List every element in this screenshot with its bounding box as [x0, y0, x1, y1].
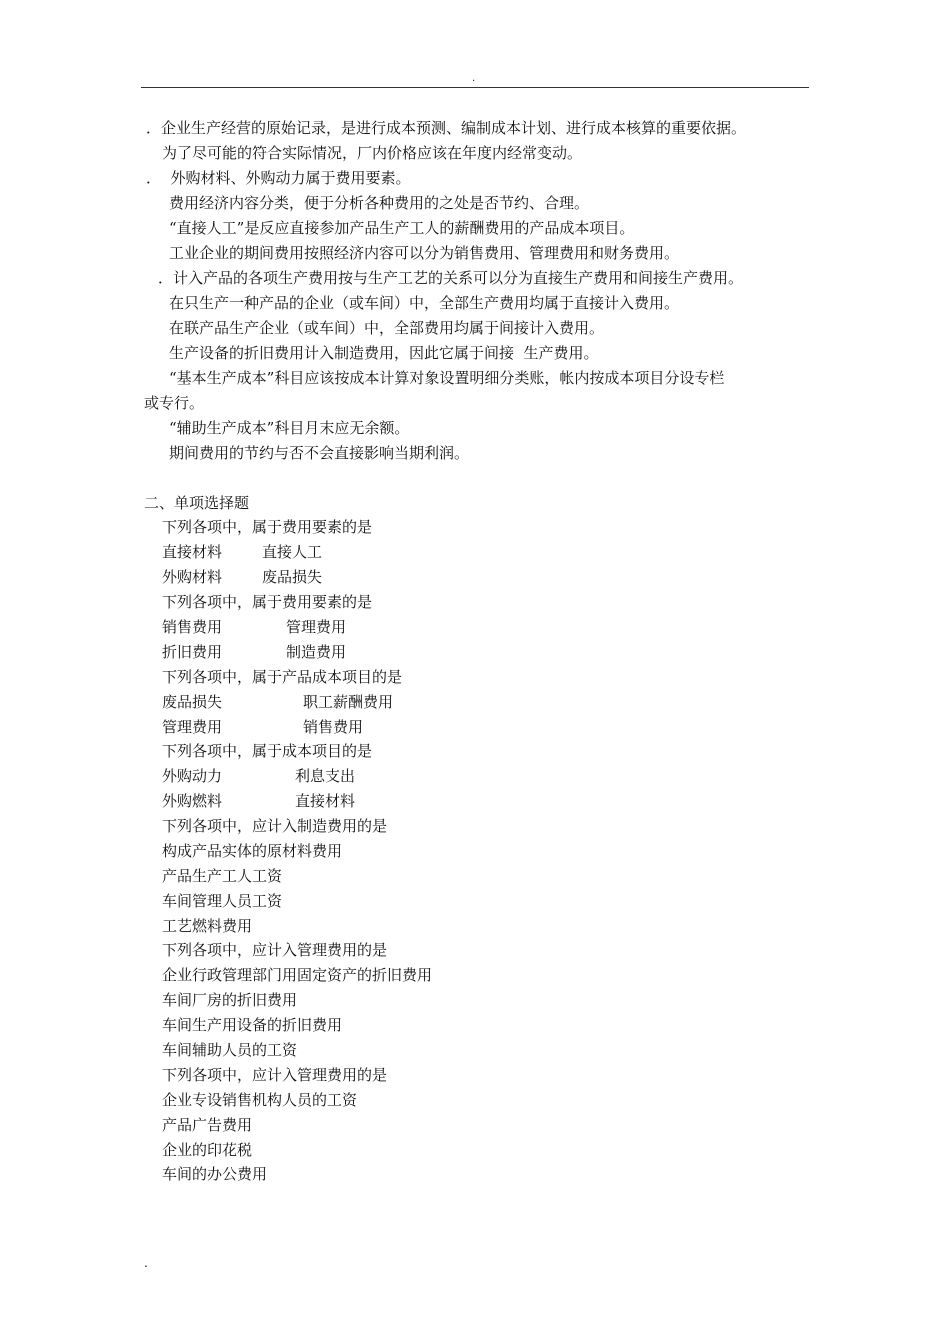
- question-option: 车间厂房的折旧费用: [162, 991, 298, 1009]
- question-stem: 下列各项中，属于费用要素的是: [162, 593, 373, 611]
- question-option: 车间辅助人员的工资: [162, 1041, 298, 1059]
- question-option: 企业专设销售机构人员的工资: [162, 1091, 358, 1109]
- judgment-line: ． 外购材料、外购动力属于费用要素。: [146, 169, 411, 187]
- judgment-line: 生产设备的折旧费用计入制造费用，因此它属于间接 生产费用。: [169, 344, 599, 362]
- judgment-line: ．企业生产经营的原始记录，是进行成本预测、编制成本计划、进行成本核算的重要依据。: [146, 119, 747, 137]
- question-option: 销售费用: [162, 618, 223, 636]
- judgment-line: ．计入产品的各项生产费用按与生产工艺的关系可以分为直接生产费用和间接生产费用。: [158, 269, 744, 287]
- question-option: 构成产品实体的原材料费用: [162, 842, 343, 860]
- judgment-line: “辅助生产成本”科目月末应无余额。: [169, 419, 410, 437]
- question-option: 企业的印花税: [162, 1141, 253, 1159]
- question-option: 产品广告费用: [162, 1116, 253, 1134]
- section-title: 二、单项选择题: [144, 494, 250, 512]
- question-stem: 下列各项中，应计入制造费用的是: [162, 817, 388, 835]
- footer-mark: .: [144, 1256, 148, 1270]
- question-option: 外购燃料: [162, 792, 223, 810]
- question-stem: 下列各项中，属于成本项目的是: [162, 742, 373, 760]
- question-option: 销售费用: [303, 718, 364, 736]
- question-option: 直接人工: [262, 543, 323, 561]
- judgment-line: 工业企业的期间费用按照经济内容可以分为销售费用、管理费用和财务费用。: [169, 244, 680, 262]
- header-rule: [141, 87, 809, 88]
- question-option: 管理费用: [162, 718, 223, 736]
- judgment-line: 在只生产一种产品的企业（或车间）中，全部生产费用均属于直接计入费用。: [169, 294, 680, 312]
- question-option: 管理费用: [286, 618, 347, 636]
- judgment-line: 为了尽可能的符合实际情况，厂内价格应该在年度内经常变动。: [162, 144, 583, 162]
- judgment-line: 或专行。: [144, 394, 205, 412]
- question-option: 工艺燃料费用: [162, 917, 253, 935]
- question-option: 车间的办公费用: [162, 1165, 268, 1183]
- question-option: 车间生产用设备的折旧费用: [162, 1016, 343, 1034]
- judgment-line: 费用经济内容分类，便于分析各种费用的之处是否节约、合理。: [169, 194, 590, 212]
- question-option: 外购动力: [162, 767, 223, 785]
- question-stem: 下列各项中，应计入管理费用的是: [162, 1066, 388, 1084]
- question-stem: 下列各项中，属于产品成本项目的是: [162, 668, 403, 686]
- judgment-line: 期间费用的节约与否不会直接影响当期利润。: [169, 444, 470, 462]
- question-option: 直接材料: [295, 792, 356, 810]
- question-option: 利息支出: [295, 767, 356, 785]
- question-option: 折旧费用: [162, 643, 223, 661]
- question-stem: 下列各项中，应计入管理费用的是: [162, 941, 388, 959]
- question-stem: 下列各项中，属于费用要素的是: [162, 518, 373, 536]
- judgment-line: “直接人工”是反应直接参加产品生产工人的薪酬费用的产品成本项目。: [169, 219, 635, 237]
- question-option: 车间管理人员工资: [162, 892, 283, 910]
- question-option: 产品生产工人工资: [162, 867, 283, 885]
- question-option: 直接材料: [162, 543, 223, 561]
- question-option: 职工薪酬费用: [303, 693, 394, 711]
- header-mark: .: [472, 73, 476, 84]
- judgment-line: 在联产品生产企业（或车间）中，全部费用均属于间接计入费用。: [169, 319, 605, 337]
- question-option: 企业行政管理部门用固定资产的折旧费用: [162, 966, 433, 984]
- question-option: 外购材料: [162, 568, 223, 586]
- question-option: 制造费用: [286, 643, 347, 661]
- judgment-line: “基本生产成本”科目应该按成本计算对象设置明细分类账，帐内按成本项目分设专栏: [169, 369, 725, 387]
- question-option: 废品损失: [262, 568, 323, 586]
- question-option: 废品损失: [162, 693, 223, 711]
